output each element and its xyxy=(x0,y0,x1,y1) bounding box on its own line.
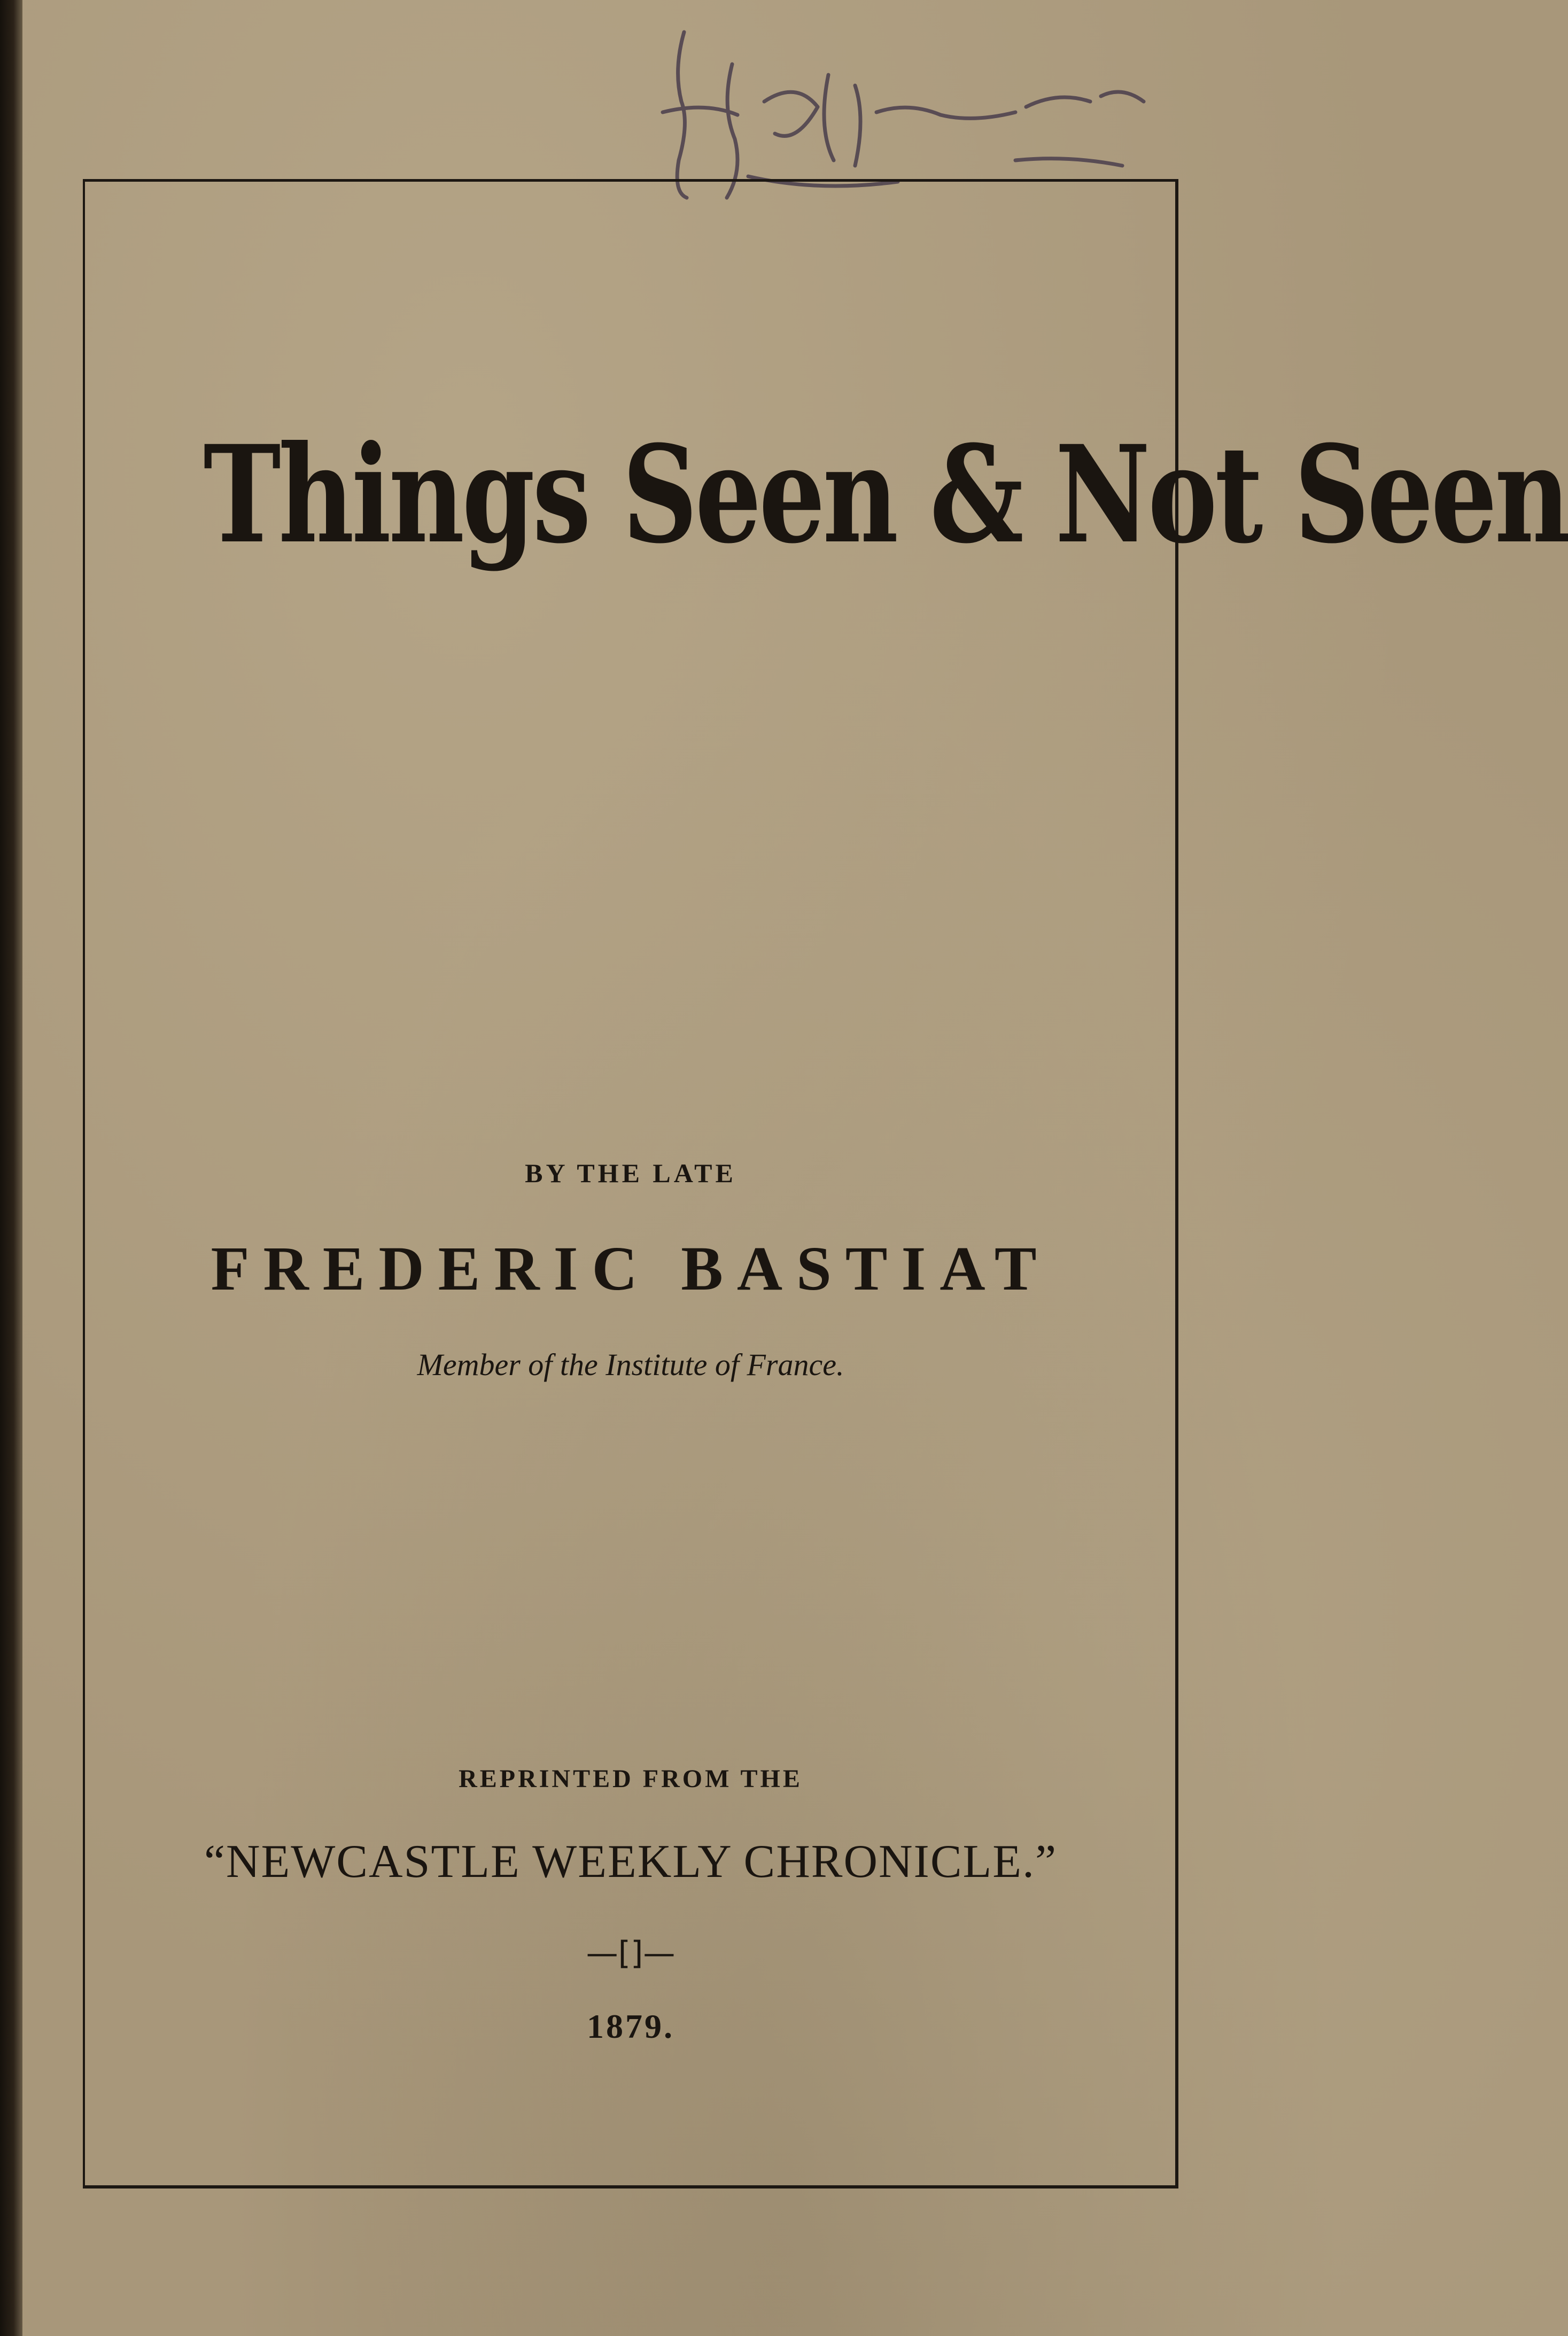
source-publication: “NEWCASTLE WEEKLY CHRONICLE.” xyxy=(204,1836,1058,1888)
publication-year: 1879. xyxy=(587,2007,674,2045)
book-spine-edge xyxy=(0,0,22,2336)
by-line: BY THE LATE xyxy=(525,1158,736,1188)
reprinted-from-line: REPRINTED FROM THE xyxy=(459,1765,803,1793)
book-title: Things Seen & Not Seen xyxy=(203,416,1568,573)
author-name: FREDERIC BASTIAT xyxy=(211,1233,1051,1303)
author-affiliation: Member of the Institute of France. xyxy=(417,1347,844,1382)
ornament-divider: —[]— xyxy=(586,1935,676,1972)
